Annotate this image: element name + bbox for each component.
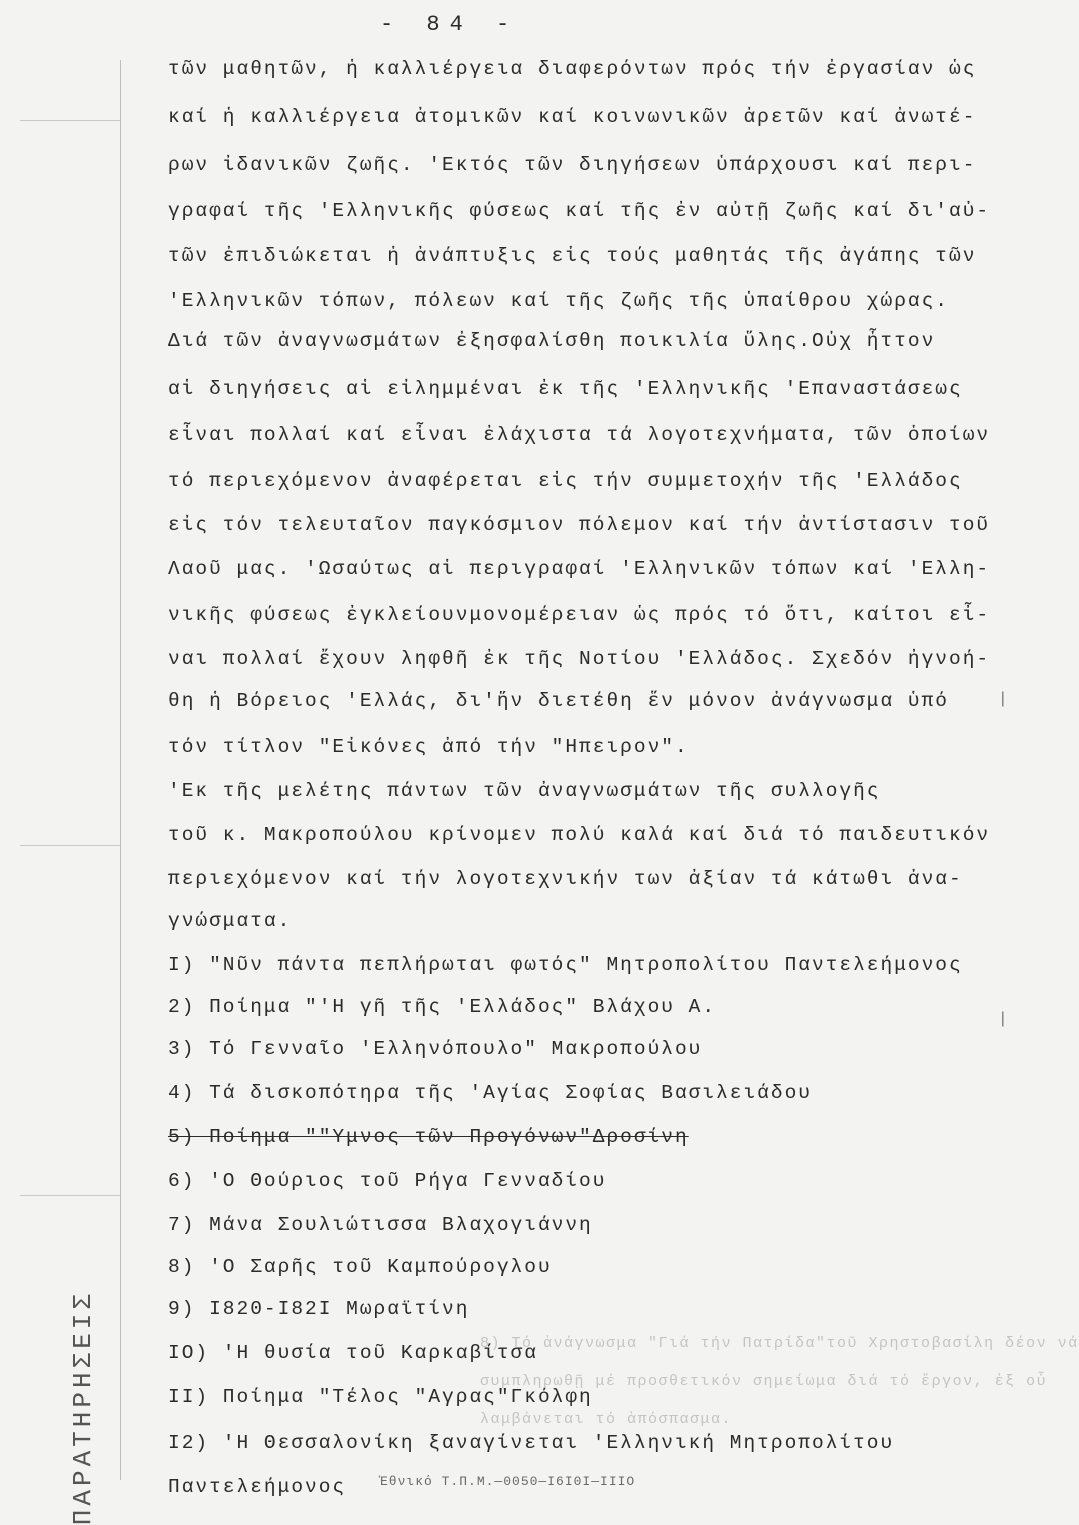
bleed-through-line: λαμβάνεται τό ἀπόσπασμα. xyxy=(480,1411,733,1428)
text-line: I) "Νῦν πάντα πεπλήρωται φωτός" Μητροπολίτου Παντελεήμονος xyxy=(168,954,963,976)
text-line: II) Ποίημα "Τέλος "Αγρας"Γκόλφη xyxy=(168,1386,593,1408)
text-line: 'Εκ τῆς μελέτης πάντων τῶν ἀναγνωσμάτων τῆς συλλογῆς xyxy=(168,780,881,802)
text-line: 6) 'Ο Θούριος τοῦ Ρήγα Γενναδίου xyxy=(168,1170,607,1192)
text-line: περιεχόμενον καί τήν λογοτεχνικήν των ἀξίαν τά κάτωθι ἀνα- xyxy=(168,868,963,890)
text-line: νικῆς φύσεως ἐγκλείουνμονομέρειαν ὡς πρός τό ὅτι, καίτοι εἶ- xyxy=(168,604,991,626)
text-line: τῶν μαθητῶν, ἡ καλλιέργεια διαφερόντων πρός τήν ἐργασίαν ὡς xyxy=(168,58,977,80)
text-line: γνώσματα. xyxy=(168,910,292,932)
text-line: Διά τῶν ἀναγνωσμάτων ἐξησφαλίσθη ποικιλία ὕλης.Οὐχ ἧττον xyxy=(168,330,936,352)
margin-divider xyxy=(20,845,120,846)
text-line: γραφαί τῆς 'Ελληνικῆς φύσεως καί τῆς ἐν αὐτῇ ζωῆς καί δι'αὐ- xyxy=(168,200,991,222)
footer-stamp: Ἐθνικό Τ.Π.Μ.—0050—Ι6Ι0Ι—ΙΙΙΟ xyxy=(380,1474,636,1489)
text-line: 5) Ποίημα ""Υμνος τῶν Προγόνων"Δροσίνη xyxy=(168,1126,689,1148)
text-line: 3) Τό Γενναῖο 'Ελληνόπουλο" Μακροπούλου xyxy=(168,1038,703,1060)
text-line: καί ἡ καλλιέργεια ἀτομικῶν καί κοινωνικῶν ἀρετῶν καί ἀνωτέ- xyxy=(168,106,977,128)
text-line: τῶν ἐπιδιώκεται ἡ ἀνάπτυξις εἰς τούς μαθητάς τῆς ἀγάπης τῶν xyxy=(168,245,977,267)
margin-column xyxy=(20,60,121,1525)
bleed-through-text xyxy=(480,1325,1079,1439)
text-line: 4) Τά δισκοπότηρα τῆς 'Αγίας Σοφίας Βασιλειάδου xyxy=(168,1082,812,1104)
page-number: - 84 - xyxy=(380,12,520,37)
text-line: 9) I820-I82I Μωραϊτίνη xyxy=(168,1298,470,1320)
edge-mark: | xyxy=(998,690,1008,708)
text-line: ναι πολλαί ἔχουν ληφθῆ ἐκ τῆς Νοτίου 'Ελλάδος. Σχεδόν ἠγνοή- xyxy=(168,648,991,670)
text-line: τόν τίτλον "Εἰκόνες ἀπό τήν "Ηπειρον". xyxy=(168,736,689,758)
text-line: εἶναι πολλαί καί εἶναι ἐλάχιστα τά λογοτεχνήματα, τῶν ὁποίων xyxy=(168,424,991,446)
edge-mark: | xyxy=(998,1010,1008,1028)
text-line: IO) 'Η θυσία τοῦ Καρκαβίτσα xyxy=(168,1342,538,1364)
text-line: αἱ διηγήσεις αἱ εἰλημμέναι ἐκ τῆς 'Ελληνικῆς 'Επαναστάσεως xyxy=(168,378,963,400)
text-line: 8) 'Ο Σαρῆς τοῦ Καμπούρογλου xyxy=(168,1256,552,1278)
text-line: Παντελεήμονος xyxy=(168,1476,347,1498)
text-line: ρων ἰδανικῶν ζωῆς. 'Εκτός τῶν διηγήσεων ὑπάρχουσι καί περι- xyxy=(168,154,977,176)
margin-divider xyxy=(20,120,120,121)
text-line: θη ἡ Βόρειος 'Ελλάς, δι'ἥν διετέθη ἕν μόνον ἀνάγνωσμα ὑπό xyxy=(168,690,950,712)
bleed-through-line: 8) Τό ἀνάγνωσμα "Γιά τήν Πατρίδα"τοῦ Χρηστοβασίλη δέον νά xyxy=(480,1335,1079,1352)
text-line: I2) 'Η Θεσσαλονίκη ξαναγίνεται 'Ελληνική Μητροπολίτου xyxy=(168,1432,895,1454)
text-line: Λαοῦ μας. 'Ωσαύτως αἱ περιγραφαί 'Ελληνικῶν τόπων καί 'Ελλη- xyxy=(168,558,991,580)
text-line: τοῦ κ. Μακροπούλου κρίνομεν πολύ καλά καί διά τό παιδευτικόν xyxy=(168,824,991,846)
margin-divider xyxy=(20,1195,120,1196)
text-line: 'Ελληνικῶν τόπων, πόλεων καί τῆς ζωῆς τῆς ὑπαίθρου χώρας. xyxy=(168,290,950,312)
margin-heading: ΠΑΡΑΤΗΡΗΣΕΙΣ xyxy=(68,1290,98,1525)
text-line: 7) Μάνα Σουλιώτισσα Βλαχογιάννη xyxy=(168,1214,593,1236)
text-line: εἰς τόν τελευταῖον παγκόσμιον πόλεμον καί τήν ἀντίστασιν τοῦ xyxy=(168,514,991,536)
text-line: τό περιεχόμενον ἀναφέρεται εἰς τήν συμμετοχήν τῆς 'Ελλάδος xyxy=(168,470,963,492)
bleed-through-line: συμπληρωθῇ μέ προσθετικόν σημείωμα διά τό ἔργον, ἐξ οὗ xyxy=(480,1373,1048,1390)
text-line: 2) Ποίημα "'Η γῆ τῆς 'Ελλάδος" Βλάχου Α. xyxy=(168,996,717,1018)
